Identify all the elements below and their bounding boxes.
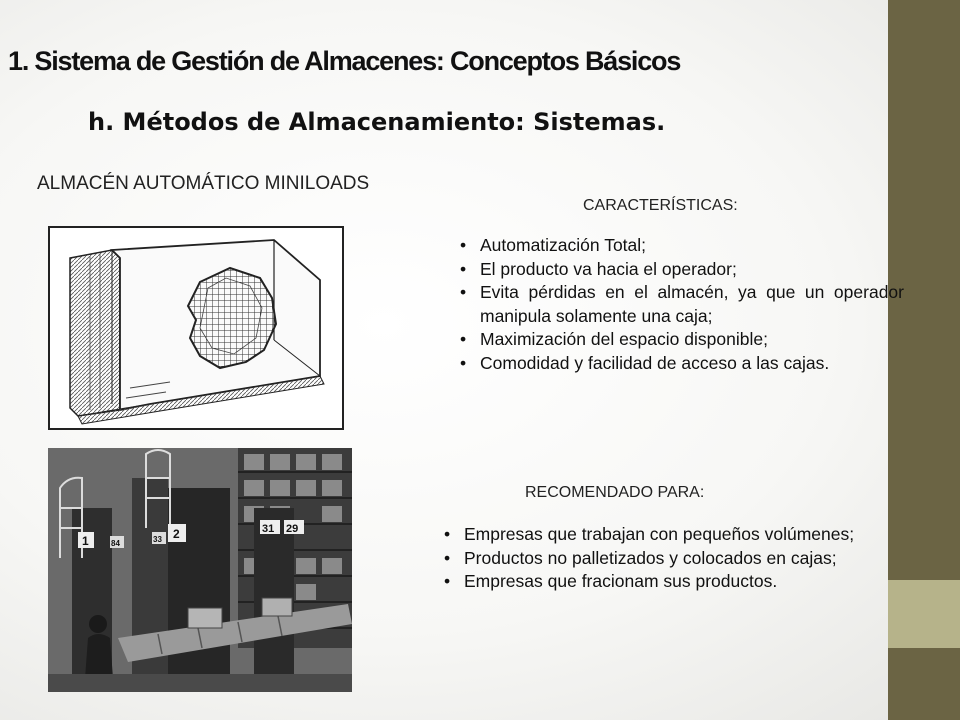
photo-label: 33 (153, 535, 162, 544)
list-item: • Empresas que trabajan con pequeños volúmenes; (444, 524, 855, 544)
list-item: • Empresas que fracionam sus productos. (444, 571, 778, 591)
list-item: • El producto va hacia el operador; (460, 258, 737, 279)
recommended-list (442, 523, 904, 594)
miniload-diagram-image (48, 226, 344, 430)
warehouse-photo-image (48, 448, 352, 692)
photo-label: 2 (173, 527, 180, 541)
list-item: • Comodidad y facilidad de acceso a las cajas. (460, 352, 830, 373)
photo-label: 29 (286, 523, 299, 535)
photo-label: 31 (262, 523, 275, 535)
list-item: • Productos no palletizados y colocados en cajas; (444, 547, 837, 568)
characteristics-header: CARACTERÍSTICAS: (583, 197, 738, 214)
list-item: • Automatización Total; (460, 235, 647, 255)
list-item: • Maximización del espacio disponible; (460, 329, 768, 349)
warehouse-photo-drawing (48, 448, 352, 692)
photo-label: 84 (111, 539, 120, 548)
photo-label: 1 (82, 534, 89, 548)
characteristics-list (458, 234, 904, 375)
list-item: • Evita pérdidas en el almacén, ya que un operador manipula solamente una caja; (460, 282, 904, 326)
section-label: ALMACÉN AUTOMÁTICO MINILOADS (37, 173, 370, 194)
slide-subtitle: h. Métodos de Almacenamiento: Sistemas. (88, 108, 666, 136)
recommended-header: RECOMENDADO PARA: (525, 484, 705, 501)
slide-title: 1. Sistema de Gestión de Almacenes: Conceptos Básicos (8, 46, 681, 76)
miniload-diagram-drawing (50, 228, 342, 428)
